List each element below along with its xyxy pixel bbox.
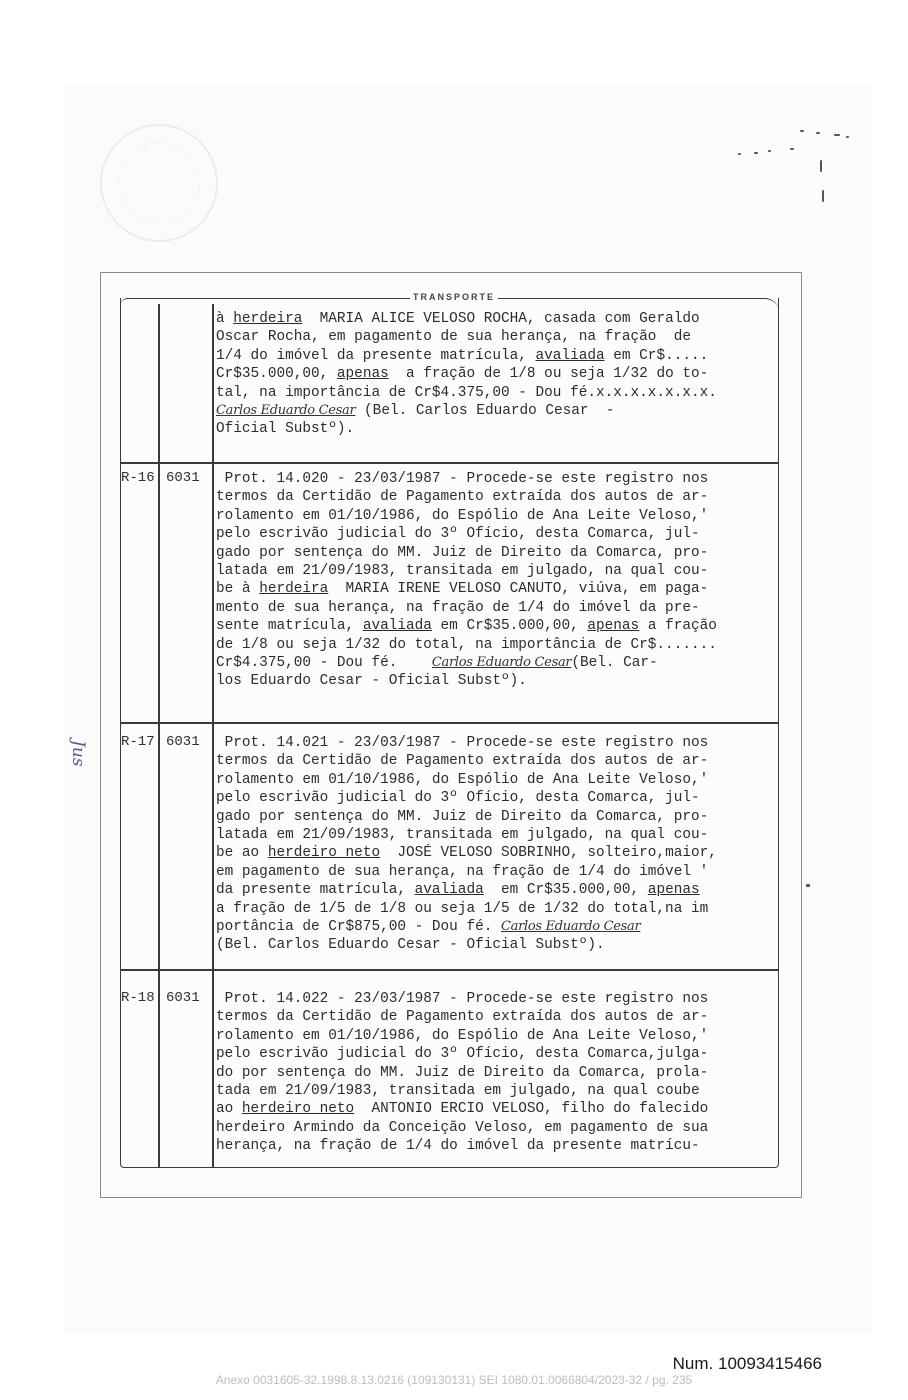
entry-line [216, 826, 776, 844]
entry-line [216, 1064, 776, 1082]
entry-text: à [216, 311, 234, 327]
underlined-term: herdeiro neto [267, 845, 381, 862]
entry-text: em Cr$35.000,00, [483, 882, 648, 899]
entry-text: termos da Certidão de Pagamento extraída dos autos de ar- [216, 489, 709, 506]
entry-line [216, 599, 776, 617]
entry-line [216, 488, 776, 506]
entry-text: Cr$35.000,00, [216, 366, 337, 383]
handwritten-signature: Carlos Eduardo Cesar [431, 655, 572, 671]
entry-line [216, 347, 776, 365]
entry-line [216, 990, 776, 1008]
underlined-term: apenas [587, 618, 640, 635]
matricula-number: 6031 [166, 734, 200, 750]
entry-line [216, 365, 776, 383]
underlined-term: avaliada [414, 882, 484, 899]
entry-text: Oficial Substº). [216, 421, 355, 438]
entry-text: da presente matrícula, [216, 882, 415, 899]
entry-line [216, 507, 776, 525]
underlined-term: herdeiro neto [241, 1101, 355, 1118]
entry-text: pelo escrivão judicial do 3º Ofício, desta Comarca, jul- [216, 526, 700, 543]
entry-line [216, 752, 776, 770]
entry-text: rolamento em 01/10/1986, do Espólio de Ana Leite Veloso,' [216, 771, 709, 788]
entry-text: rolamento em 01/10/1986, do Espólio de Ana Leite Veloso,' [216, 507, 709, 524]
registry-entry [216, 734, 776, 955]
underlined-term: avaliada [362, 618, 432, 635]
entry-text: a fração de 1/8 ou seja 1/32 do to- [388, 366, 709, 383]
entry-line [216, 1100, 776, 1118]
entry-line [216, 863, 776, 881]
matricula-number: 6031 [166, 470, 200, 486]
entry-line [216, 844, 776, 862]
entry-line [216, 580, 776, 598]
entry-line [216, 900, 776, 918]
entry-line [216, 771, 776, 789]
entry-line [216, 936, 776, 954]
entry-text: herdeiro Armindo da Conceição Veloso, em pagamento de sua [216, 1119, 709, 1136]
entry-line [216, 470, 776, 488]
document-reference: Anexo 0031605-32.1998.8.13.0216 (109130131) SEI 1080.01.0066804/2023-32 / pg. 235 [215, 1373, 693, 1387]
entry-line [216, 918, 776, 936]
entry-text: em Cr$..... [604, 347, 709, 364]
registry-entry [216, 310, 776, 439]
entry-line [216, 1119, 776, 1137]
entry-text: mento de sua herança, na fração de 1/4 do imóvel da pre- [216, 599, 700, 616]
entry-line [216, 636, 776, 654]
entry-text: MARIA IRENE VELOSO CANUTO, viúva, em paga- [328, 581, 709, 598]
underlined-term: apenas [336, 366, 389, 383]
entry-line [216, 525, 776, 543]
underlined-term: herdeira [259, 581, 329, 598]
entry-text: (Bel. Car- [571, 655, 658, 672]
entry-line [216, 1008, 776, 1026]
registry-entry [216, 470, 776, 691]
entry-text: em Cr$35.000,00, [431, 618, 588, 635]
entry-text: los Eduardo Cesar - Oficial Substº). [216, 673, 527, 690]
entry-text: portância de Cr$875,00 - Dou fé. [216, 919, 501, 936]
entry-text: Cr$4.375,00 - Dou fé. [216, 655, 432, 672]
underlined-term: avaliada [535, 347, 605, 364]
entry-text: JOSÉ VELOSO SOBRINHO, solteiro,maior, [380, 845, 717, 862]
entry-line [216, 808, 776, 826]
entry-text: a fração [639, 618, 717, 635]
entry-text: termos da Certidão de Pagamento extraída dos autos de ar- [216, 753, 709, 770]
entry-text: tada em 21/09/1983, transitada em julgado, na qual coube [216, 1083, 700, 1100]
entry-line [216, 1082, 776, 1100]
entry-text: latada em 21/09/1983, transitada em julgado, na qual cou- [216, 827, 709, 844]
entry-text: tal, na importância de Cr$4.375,00 - Dou fé.x.x.x.x.x.x.x. [216, 384, 717, 401]
handwritten-signature: Carlos Eduardo Cesar [216, 403, 356, 419]
underlined-term: herdeira [233, 311, 303, 327]
entry-line [216, 881, 776, 899]
entry-text: 1/4 do imóvel da presente matrícula, [216, 347, 536, 364]
entry-text: sente matrícula, [216, 618, 363, 635]
underlined-term: apenas [647, 882, 700, 899]
entry-text: em pagamento de sua herança, na fração de 1/4 do imóvel ' [216, 863, 709, 880]
entry-text: latada em 21/09/1983, transitada em julgado, na qual cou- [216, 563, 709, 580]
document-number: Num. 10093415466 [672, 1354, 822, 1373]
entry-text: pelo escrivão judicial do 3º Ofício, desta Comarca, jul- [216, 790, 700, 807]
entry-line [216, 654, 776, 672]
entry-line [216, 562, 776, 580]
column-divider-2 [212, 304, 214, 1168]
row-divider [120, 462, 779, 464]
entry-text: ao [216, 1101, 242, 1118]
entry-line [216, 617, 776, 635]
matricula-number: 6031 [166, 990, 200, 1006]
registry-entry [216, 990, 776, 1156]
handwritten-signature: Carlos Eduardo Cesar [500, 919, 641, 935]
registration-number: R-18 [121, 990, 155, 1006]
entry-text: de 1/8 ou seja 1/32 do total, na importância de Cr$....... [216, 636, 717, 653]
entry-text: be ao [216, 845, 268, 862]
entry-line [216, 1137, 776, 1155]
entry-text: rolamento em 01/10/1986, do Espólio de Ana Leite Veloso,' [216, 1027, 709, 1044]
entry-text: MARIA ALICE VELOSO ROCHA, casada com Geraldo [302, 311, 700, 327]
entry-line [216, 789, 776, 807]
registration-number: R-17 [121, 734, 155, 750]
column-divider-1 [158, 304, 160, 1168]
entry-line [216, 328, 776, 346]
faded-seal-stamp [100, 124, 218, 242]
entry-text: Oscar Rocha, em pagamento de sua herança, na fração de [216, 329, 691, 346]
entry-line [216, 734, 776, 752]
entry-text: do por sentença do MM. Juiz de Direito da Comarca, prola- [216, 1064, 709, 1081]
registration-number: R-16 [121, 470, 155, 486]
entry-text: pelo escrivão judicial do 3º Ofício, desta Comarca,julga- [216, 1046, 709, 1063]
entry-line [216, 420, 776, 438]
entry-text: termos da Certidão de Pagamento extraída dos autos de ar- [216, 1009, 709, 1026]
entry-line [216, 1045, 776, 1063]
entry-line [216, 402, 776, 420]
entry-text: Prot. 14.022 - 23/03/1987 - Procede-se este registro nos [216, 991, 709, 1007]
entry-text: (Bel. Carlos Eduardo Cesar - Oficial Substº). [216, 937, 605, 954]
entry-text: (Bel. Carlos Eduardo Cesar - [355, 403, 615, 420]
transporte-header: TRANSPORTE [0, 292, 908, 302]
entry-line [216, 544, 776, 562]
entry-line [216, 310, 776, 328]
entry-text: Prot. 14.021 - 23/03/1987 - Procede-se este registro nos [216, 735, 709, 751]
entry-text: gado por sentença do MM. Juiz de Direito da Comarca, pro- [216, 544, 709, 561]
entry-line [216, 384, 776, 402]
entry-text: be à [216, 581, 260, 598]
entry-text: ANTONIO ERCIO VELOSO, filho do falecido [354, 1101, 709, 1118]
entry-line [216, 1027, 776, 1045]
entry-text: gado por sentença do MM. Juiz de Direito da Comarca, pro- [216, 808, 709, 825]
handwritten-margin-note: Jus [68, 740, 88, 767]
entry-line [216, 672, 776, 690]
row-divider [120, 969, 779, 971]
entry-text: herança, na fração de 1/4 do imóvel da presente matrícu- [216, 1138, 700, 1155]
entry-text: Prot. 14.020 - 23/03/1987 - Procede-se este registro nos [216, 471, 709, 487]
entry-text: a fração de 1/5 de 1/8 ou seja 1/5 de 1/32 do total,na im [216, 900, 709, 917]
row-divider [120, 722, 779, 724]
